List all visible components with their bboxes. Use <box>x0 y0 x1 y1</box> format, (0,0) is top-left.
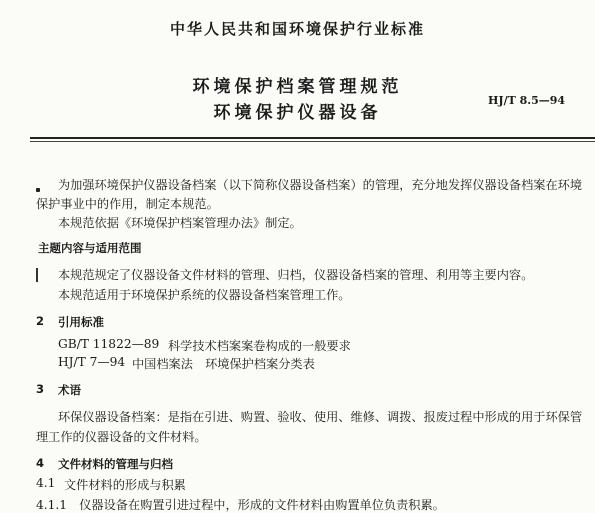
reference-code-1: GB/T 11822—89 <box>58 337 160 351</box>
header-rule-thin <box>30 141 595 142</box>
section3-heading: 术语 <box>58 383 81 397</box>
header-rule-thick <box>30 137 595 139</box>
reference-code-2: HJ/T 7—94 <box>58 355 126 369</box>
standard-header: 中华人民共和国环境保护行业标准 <box>169 20 425 38</box>
subsection-4-1-number: 4.1 <box>36 476 56 490</box>
section1-heading: 主题内容与适用范围 <box>38 241 142 255</box>
section4-heading: 文件材料的管理与归档 <box>58 457 173 471</box>
section3-line2: 理工作的仪器设备的文件材料。 <box>36 430 207 444</box>
document-title-line2: 环境保护仪器设备 <box>213 103 382 123</box>
section3-number: 3 <box>36 382 45 396</box>
section1-line1: 本规范规定了仪器设备文件材料的管理、归档，仪器设备档案的管理、利用等主要内容。 <box>58 268 534 282</box>
scan-mark <box>36 268 38 282</box>
intro-paragraph-basis: 本规范依据《环境保护档案管理办法》制定。 <box>58 216 302 230</box>
section4-number: 4 <box>36 456 45 470</box>
section1-line2: 本规范适用于环境保护系统的仪器设备档案管理工作。 <box>58 288 351 302</box>
section3-line1: 环保仪器设备档案：是指在引进、购置、验收、使用、维修、调拨、报废过程中形成的用于环保管 <box>58 410 583 424</box>
reference-title-1: 科学技术档案案卷构成的一般要求 <box>168 339 351 353</box>
subsection-4-1-heading: 文件材料的形成与积累 <box>64 478 186 492</box>
section2-number: 2 <box>36 314 45 328</box>
scan-mark <box>36 188 40 192</box>
reference-title-2: 中国档案法 环境保护档案分类表 <box>132 357 315 371</box>
subsection-4-1-1-line: 4.1.1 仪器设备在购置引进过程中，形成的文件材料由购置单位负责积累。 <box>36 498 445 512</box>
standard-code: HJ/T 8.5—94 <box>488 94 566 107</box>
section2-heading: 引用标准 <box>58 315 104 329</box>
intro-paragraph-line2: 保护事业中的作用，制定本规范。 <box>36 197 219 211</box>
document-title-line1: 环境保护档案管理规范 <box>192 77 403 97</box>
intro-paragraph-line1: 为加强环境保护仪器设备档案（以下简称仪器设备档案）的管理，充分地发挥仪器设备档案在环境 <box>58 178 583 192</box>
